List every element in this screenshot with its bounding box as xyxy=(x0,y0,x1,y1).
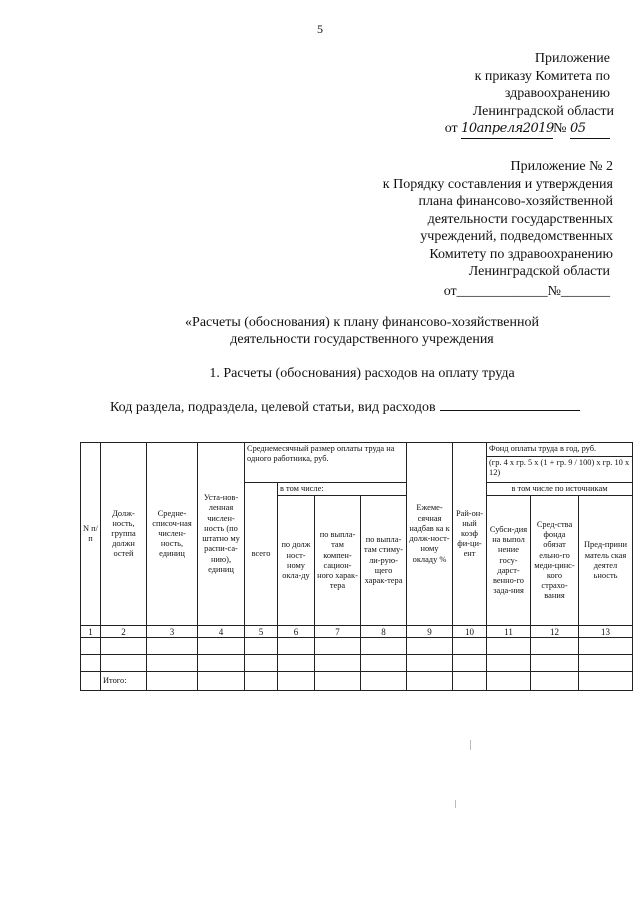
appendix-2-block xyxy=(383,158,613,300)
column-number-row xyxy=(81,626,633,638)
header-regional-coef: Рай-он-ный коэф фи-ци-ент xyxy=(453,443,487,626)
appendix-line: к Порядку составления и утверждения xyxy=(382,176,613,192)
header-by-sources: в том числе по источникам xyxy=(487,483,633,496)
order-attachment-line: здравоохранению xyxy=(504,86,610,101)
table-row xyxy=(81,655,633,672)
scan-mark xyxy=(470,740,471,750)
from-label: от xyxy=(444,121,458,136)
column-number: 6 xyxy=(278,626,315,638)
page-number: 5 xyxy=(317,22,323,36)
header-avg-count: Средне-списоч-ная числен-ность, единиц xyxy=(147,443,198,626)
payroll-table xyxy=(80,442,633,691)
order-attachment-line: к приказу Комитета по xyxy=(474,68,610,84)
total-row xyxy=(81,672,633,691)
number-label: № xyxy=(553,121,567,136)
column-number: 3 xyxy=(147,626,198,638)
appendix-line: плана финансово-хозяйственной xyxy=(418,194,613,209)
column-number: 12 xyxy=(531,626,579,638)
section-title: 1. Расчеты (обоснования) расходов на оплату труда xyxy=(209,366,515,381)
header-business: Пред-прини матель ская деятел ьность xyxy=(579,496,633,626)
column-number: 5 xyxy=(245,626,278,638)
code-line xyxy=(110,398,580,416)
header-subsidy: Субси-дия на выпол нение госу-дарст-венно-го зада-ния xyxy=(487,496,531,626)
column-number: 4 xyxy=(198,626,245,638)
header-compensation: по выпла-там компен-сацион-ного харак-тера xyxy=(315,496,361,626)
column-number: 7 xyxy=(315,626,361,638)
column-number: 2 xyxy=(101,626,147,638)
appendix-line: Приложение № 2 xyxy=(510,159,613,174)
order-attachment-line: Приложение xyxy=(534,51,610,66)
scan-mark xyxy=(455,800,456,808)
header-fund-title: Фонд оплаты труда в год, руб. xyxy=(489,444,597,453)
header-num: N п/п xyxy=(81,443,101,626)
header-monthly-bonus: Ежеме-сячная надбав ка к долж-ност-ному окладу % xyxy=(407,443,453,626)
appendix-line: Комитету по здравоохранению xyxy=(429,246,613,262)
appendix-from-line: от_____________№_______ xyxy=(443,283,610,299)
column-number: 8 xyxy=(361,626,407,638)
header-staff-count: Уста-нов-ленная числен-ность (по штатно му распи-са-нию), единиц xyxy=(198,443,245,626)
order-date-line xyxy=(445,120,610,139)
document-title-line: «Расчеты (обоснования) к плану финансово-хозяйственной xyxy=(185,315,539,330)
order-attachment-block xyxy=(444,50,614,139)
appendix-line: деятельности государственных xyxy=(427,211,613,227)
header-position: Долж-ность, группа должн остей xyxy=(101,443,147,626)
appendix-line: Ленинградской области xyxy=(468,264,610,279)
column-number: 9 xyxy=(407,626,453,638)
table-row xyxy=(81,638,633,655)
order-attachment-line: Ленинградской области xyxy=(472,103,614,119)
header-fund xyxy=(487,443,633,483)
header-by-salary: по долж ност-ному окла-ду xyxy=(278,496,315,626)
column-number: 1 xyxy=(81,626,101,638)
document-title-line: деятельности государственного учреждения xyxy=(230,332,494,347)
column-number: 11 xyxy=(487,626,531,638)
total-label: Итого: xyxy=(101,672,147,691)
appendix-line: учреждений, подведомственных xyxy=(420,229,613,244)
header-stimulating: по выпла-там стиму-ли-рую-щего харак-тера xyxy=(361,496,407,626)
header-fund-formula: (гр. 4 х гр. 5 х (1 + гр. 9 / 100) х гр. 10 х 12) xyxy=(489,458,630,478)
header-avg-salary: Среднемесячный размер оплаты труда на одного работника, руб. xyxy=(245,443,407,483)
order-number-handwritten: 05 xyxy=(570,120,610,139)
document-title xyxy=(0,314,640,348)
header-incl: в том числе: xyxy=(278,483,407,496)
header-total: всего xyxy=(245,483,278,626)
code-line-label: Код раздела, подраздела, целевой статьи, вид расходов xyxy=(110,400,436,415)
column-number: 13 xyxy=(579,626,633,638)
header-oms-funds: Сред-ства фонда обязат ельно-го меди-цинс-кого страхо-вания xyxy=(531,496,579,626)
code-line-blank xyxy=(440,398,580,411)
order-date-handwritten: 10апреля2019 xyxy=(461,120,553,139)
divider xyxy=(487,456,632,457)
column-number: 10 xyxy=(453,626,487,638)
